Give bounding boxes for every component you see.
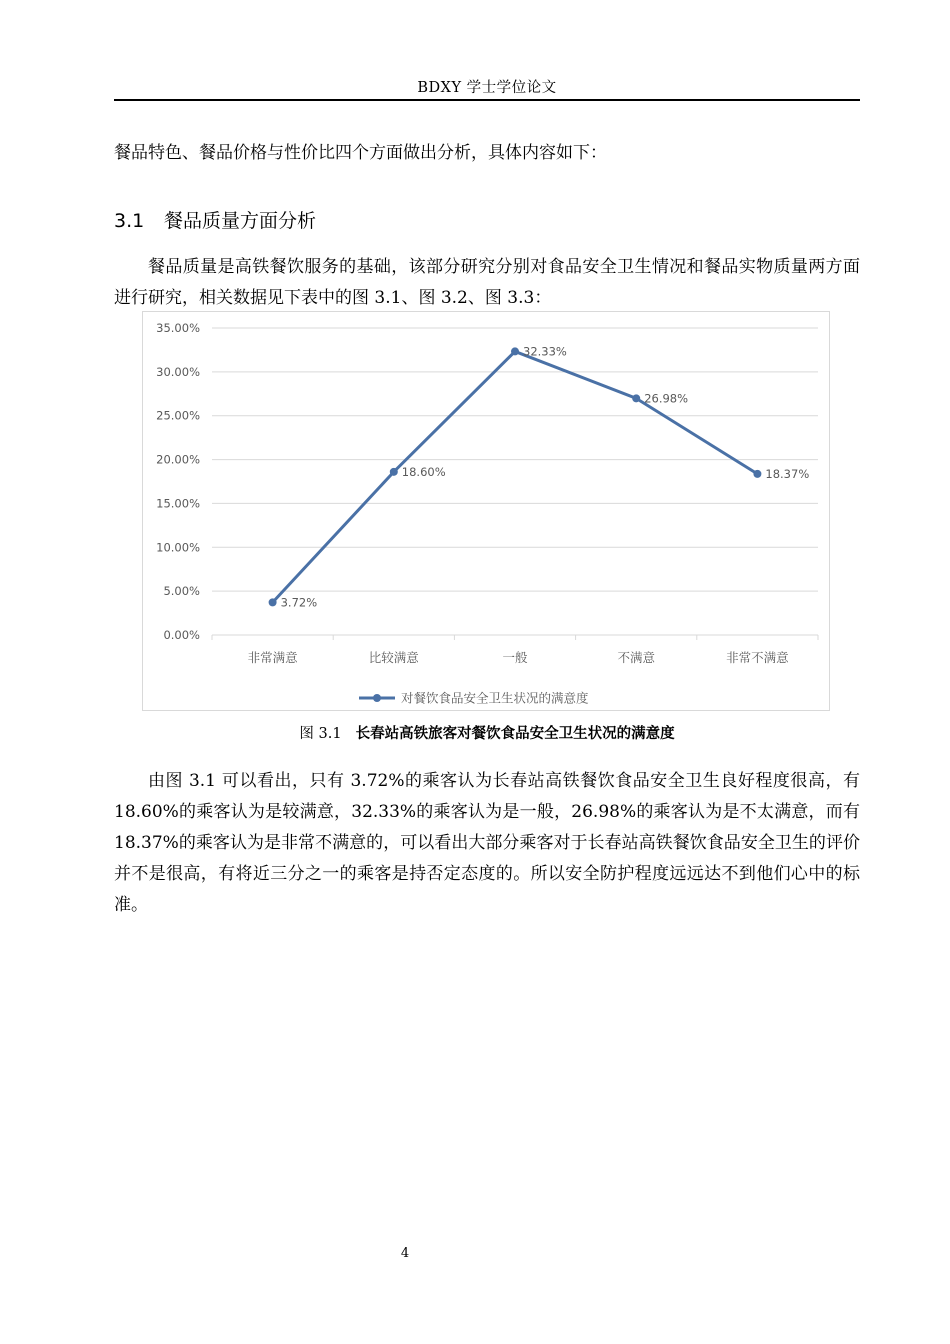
data-label: 18.60% [401,464,446,479]
intro-paragraph: 餐品特色、餐品价格与性价比四个方面做出分析，具体内容如下： [114,143,607,163]
y-tick-label: 0.00% [163,628,200,642]
section-title: 餐品质量方面分析 [164,210,317,232]
legend-marker [373,694,381,702]
figure-caption [114,722,860,743]
data-label: 18.37% [765,466,810,481]
data-point [269,598,277,606]
y-tick-label: 20.00% [156,452,200,467]
paragraph-1: 餐品质量是高铁餐饮服务的基础，该部分研究分别对食品安全卫生情况和餐品实物质量两方面进行研究，相关数据见下表中的图 3.1、图 3.2、图 3.3： [114,257,860,308]
data-point [753,470,761,478]
x-tick-label: 非常不满意 [726,650,789,665]
running-header: BDXY 学士学位论文 [417,80,557,96]
x-tick-label: 比较满意 [368,650,419,665]
section-heading [114,206,316,233]
y-tick-label: 10.00% [156,540,200,555]
data-label: 26.98% [644,391,689,406]
line-chart [142,311,830,711]
data-point [390,468,398,476]
x-tick-label: 非常满意 [247,650,298,665]
figure-caption-text: 长春站高铁旅客对餐饮食品安全卫生状况的满意度 [355,726,675,742]
legend-label: 对餐饮食品安全卫生状况的满意度 [401,690,589,706]
data-label: 32.33% [523,344,567,359]
y-tick-label: 5.00% [163,584,200,599]
y-tick-label: 25.00% [156,408,200,423]
section-number: 3.1 [114,210,145,232]
y-tick-label: 30.00% [156,364,200,379]
paragraph-2: 由图 3.1 可以看出，只有 3.72%的乘客认为长春站高铁餐饮食品安全卫生良好程度很高，有 18.60%的乘客认为是较满意，32.33%的乘客认为是一般，26.98%的乘客认为是不太满意，而有 18.37%的乘客认为是非常不满意的，可以看出大部分乘客对于长春站高铁餐饮食品安全卫生的评价并不是很高，有将近三分之一的乘客是持否定态度的。所以安全防护程度远远达不到他们心中的标准。 [114,771,860,915]
data-point [632,394,640,402]
series-line [273,351,758,602]
x-tick-label: 一般 [502,650,528,665]
y-tick-label: 35.00% [156,321,200,335]
header-rule [114,99,860,101]
y-tick-label: 15.00% [156,496,200,511]
figure-number: 图 3.1 [299,726,342,742]
x-tick-label: 不满意 [617,650,655,665]
chart-svg [143,312,831,712]
page-number: 4 [400,1246,410,1261]
data-point [511,347,519,355]
data-label: 3.72% [280,595,318,610]
